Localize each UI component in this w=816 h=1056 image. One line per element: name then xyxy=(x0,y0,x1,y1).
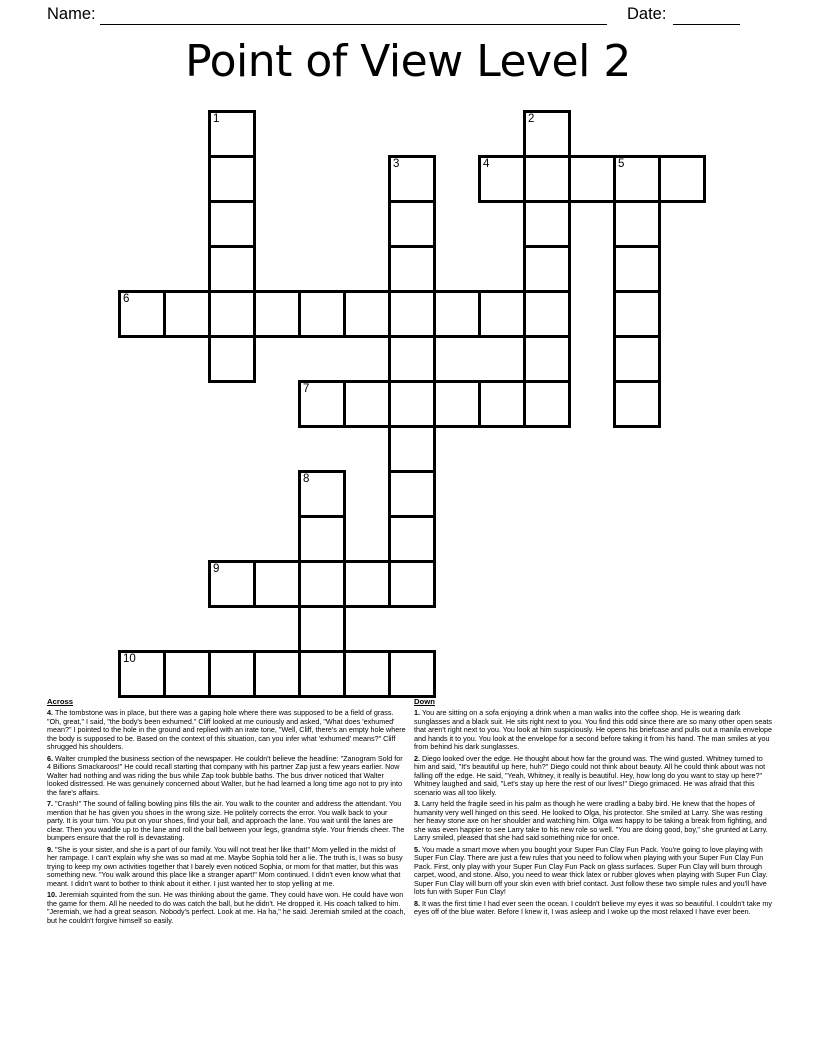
grid-cell-r12c5[interactable] xyxy=(343,650,391,698)
clue-across-7: 7. "Crash!" The sound of falling bowling pins fills the air. You walk to the counter and address the attendant. You mention that he has given you shoes in the wrong size. He politely corrects the error. You walk back to your party. It is your turn. You put on your shoes, find your ball, and approach the lane. You wait until the lanes are clear. Then you waddle up to the lane and roll the ball between your legs, grandma style. Your friends cheer. The bumpers ensure that the roll is devastating. xyxy=(47,799,405,842)
cell-number: 7 xyxy=(303,383,310,395)
grid-cell-r5c2[interactable] xyxy=(208,335,256,383)
cell-number: 6 xyxy=(123,293,130,305)
across-clues-list xyxy=(47,709,406,925)
grid-cell-r2c9[interactable] xyxy=(523,200,571,248)
cell-number: 10 xyxy=(123,653,136,665)
clue-number: 5. xyxy=(414,844,422,854)
clue-across-6: 6. Walter crumpled the business section of the newspaper. He couldn't believe the headline: "Zanogram Sold for 4 Billions Smackaroos!" He could recall starting that company with his partner Zap just a few years earlier. Now Walter had nothing and was riding the bus while Zap took bubble baths. The bus driver noticed that Walter looked distressed. He was genuinely concerned about Walter, but he had learned a long time ago not to pry into the fare's affairs. xyxy=(47,753,403,797)
clue-number: 3. xyxy=(414,799,422,808)
cell-number: 8 xyxy=(303,473,310,485)
clue-number: 1. xyxy=(414,708,422,717)
clue-number: 2. xyxy=(414,753,422,763)
cell-number: 9 xyxy=(213,563,220,575)
grid-cell-r10c6[interactable] xyxy=(388,560,436,608)
grid-cell-r6c9[interactable] xyxy=(523,380,571,428)
grid-cell-r6c4[interactable] xyxy=(298,380,346,428)
grid-cell-r6c7[interactable] xyxy=(433,380,481,428)
grid-cell-r4c9[interactable] xyxy=(523,290,571,338)
grid-cell-r1c12[interactable] xyxy=(658,155,706,203)
clue-down-3: 3. Larry held the fragile seed in his palm as though he were cradling a baby bird. He knew that the hopes of humanity very well hinged on this seed. He looked to Olga, his protector. She smiled at Larry. She was resting her heavy stone axe on her shoulder and watching him. Olga was happy to be taking a break from fighting, and she was even happier to see Larry take to his new role so well. "You are doing good, boy," she grunted at Larry. Larry smiled, pleased that she had said something nice for once. xyxy=(414,799,768,842)
grid-cell-r4c6[interactable] xyxy=(388,290,436,338)
grid-cell-r2c6[interactable] xyxy=(388,200,436,248)
across-heading: Across xyxy=(47,697,74,706)
grid-cell-r9c6[interactable] xyxy=(388,515,436,563)
grid-cell-r1c11[interactable] xyxy=(613,155,661,203)
grid-cell-r7c6[interactable] xyxy=(388,425,436,473)
clue-number: 9. xyxy=(47,844,55,854)
grid-cell-r12c0[interactable] xyxy=(118,650,166,698)
grid-cell-r3c9[interactable] xyxy=(523,245,571,293)
grid-cell-r2c2[interactable] xyxy=(208,200,256,248)
grid-cell-r2c11[interactable] xyxy=(613,200,661,248)
grid-cell-r5c6[interactable] xyxy=(388,335,436,383)
grid-cell-r6c8[interactable] xyxy=(478,380,526,428)
down-heading: Down xyxy=(414,697,435,706)
clue-down-1: 1. You are sitting on a sofa enjoying a drink when a man walks into the coffee shop. He is wearing dark sunglasses and a black suit. He sits right next to you. You find this odd since there are so many other open seats that aren't right next to you. You look at him suspiciously. He opens his briefcase and pulls out a manila envelope and hands it to you. You look at the envelope for a second before taking it from his hand. The man smiles at you from behind his dark sunglasses. xyxy=(414,708,773,751)
grid-cell-r11c4[interactable] xyxy=(298,605,346,653)
grid-cell-r4c1[interactable] xyxy=(163,290,211,338)
grid-cell-r4c8[interactable] xyxy=(478,290,526,338)
clue-number: 4. xyxy=(47,708,55,717)
grid-cell-r4c7[interactable] xyxy=(433,290,481,338)
grid-cell-r10c5[interactable] xyxy=(343,560,391,608)
crossword-grid xyxy=(118,110,758,700)
grid-cell-r3c6[interactable] xyxy=(388,245,436,293)
cell-number: 4 xyxy=(483,158,490,170)
grid-cell-r12c6[interactable] xyxy=(388,650,436,698)
cell-number: 3 xyxy=(393,158,400,170)
grid-cell-r1c2[interactable] xyxy=(208,155,256,203)
grid-cell-r1c6[interactable] xyxy=(388,155,436,203)
grid-cell-r4c11[interactable] xyxy=(613,290,661,338)
down-clues-column xyxy=(414,697,773,920)
grid-cell-r10c2[interactable] xyxy=(208,560,256,608)
name-input-line[interactable] xyxy=(100,24,607,25)
date-label: Date: xyxy=(627,5,667,23)
down-clues-list xyxy=(414,709,773,917)
grid-cell-r10c3[interactable] xyxy=(253,560,301,608)
name-label: Name: xyxy=(47,5,96,23)
clue-number: 6. xyxy=(47,753,55,763)
grid-cell-r4c2[interactable] xyxy=(208,290,256,338)
clue-number: 10. xyxy=(47,890,59,899)
grid-cell-r4c5[interactable] xyxy=(343,290,391,338)
clue-across-10: 10. Jeremiah squinted from the sun. He was thinking about the game. They could have won. He could have won the game for them. All he needed to do was catch the ball, but he didn't. He dropped it. His coach talked to him. "Jeremiah, we had a great season. Nobody's perfect. Look at me. Ha ha," he said. Jeremiah smiled at the coach, but he couldn't forgive himself so easily. xyxy=(47,890,406,925)
date-input-line[interactable] xyxy=(673,24,740,25)
clue-down-2: 2. Diego looked over the edge. He thought about how far the ground was. The wind gusted. Whitney turned to him and said, "It's beautiful up here, huh?" Diego could not think about beauty. All he could think about was not falling off the edge. He said, "Yeah, Whitney, it really is beautiful. Hey, how long do you want to stay up here?" Whitney laughed and said, "Let's stay up here the rest of our lives!" Diego grimaced. He was afraid that this scenario was all too likely. xyxy=(414,753,766,797)
grid-cell-r8c4[interactable] xyxy=(298,470,346,518)
grid-cell-r1c9[interactable] xyxy=(523,155,571,203)
clue-across-9: 9. "She is your sister, and she is a part of our family. You will not treat her like that!" Mom yelled in the midst of her rampage. I can't explain why she was so mad at me. Maybe Sophia told her a lie. The truth is, I was so busy trying to keep my own activities together that I barely even noticed Sophia, or mom for that matter, but this was something new. "You walk around this place like a stranger apart!" Mom continued. I didn't even know what that meant. I didn't want to bother to think about it either. I just wanted her to stop yelling at me. xyxy=(47,844,403,888)
clue-number: 7. xyxy=(47,799,55,808)
clue-down-5: 5. You made a smart move when you bought your Super Fun Clay Fun Pack. You're going to love playing with Super Fun Clay. There are just a few rules that you need to follow when playing with your Super Fun Clay Fun Pack. First, only play with your Super Fun Clay Fun Pack on glass surfaces. Super Fun Clay will burn through carpet, wood, and stone. Also, you need to wear thick latex or rubber gloves when playing with Super Fun Clay. Super Fun Clay will burn off your skin even with brief contact. Just follow these two simple rules and you'll have lots fun with Super Fun Clay! xyxy=(414,844,768,896)
grid-cell-r12c1[interactable] xyxy=(163,650,211,698)
grid-cell-r4c0[interactable] xyxy=(118,290,166,338)
clue-down-8: 8. It was the first time I had ever seen the ocean. I couldn't believe my eyes it was so beautiful. I couldn't take my eyes off of the blue water. Before I knew it, I was asleep and I woke up the most relaxed I have ever been. xyxy=(414,898,772,916)
cell-number: 1 xyxy=(213,113,220,125)
grid-cell-r1c8[interactable] xyxy=(478,155,526,203)
grid-cell-r9c4[interactable] xyxy=(298,515,346,563)
clue-number: 8. xyxy=(414,898,422,908)
grid-cell-r3c11[interactable] xyxy=(613,245,661,293)
grid-cell-r6c11[interactable] xyxy=(613,380,661,428)
grid-cell-r12c4[interactable] xyxy=(298,650,346,698)
grid-cell-r6c6[interactable] xyxy=(388,380,436,428)
grid-cell-r0c2[interactable] xyxy=(208,110,256,158)
grid-cell-r3c2[interactable] xyxy=(208,245,256,293)
grid-cell-r4c3[interactable] xyxy=(253,290,301,338)
clue-across-4: 4. The tombstone was in place, but there was a gaping hole where there was supposed to be a field of grass. "Oh, great," I said, "the body's been exhumed." Cliff looked at me curiously and asked, "What does 'exhumed' mean?" I pointed to the hole in the ground and replied with an irate tone, "Well, Cliff, there's an empty hole where the body is supposed to be. Based on the context of this situation, can you infer what 'exhumed' means?" Cliff shrugged his shoulders. xyxy=(47,708,406,751)
grid-cell-r12c2[interactable] xyxy=(208,650,256,698)
grid-cell-r6c5[interactable] xyxy=(343,380,391,428)
grid-cell-r4c4[interactable] xyxy=(298,290,346,338)
cell-number: 5 xyxy=(618,158,625,170)
grid-cell-r8c6[interactable] xyxy=(388,470,436,518)
across-clues-column xyxy=(47,697,406,928)
grid-cell-r1c10[interactable] xyxy=(568,155,616,203)
grid-cell-r0c9[interactable] xyxy=(523,110,571,158)
grid-cell-r5c11[interactable] xyxy=(613,335,661,383)
grid-cell-r5c9[interactable] xyxy=(523,335,571,383)
cell-number: 2 xyxy=(528,113,535,125)
grid-cell-r12c3[interactable] xyxy=(253,650,301,698)
grid-cell-r10c4[interactable] xyxy=(298,560,346,608)
page-title: Point of View Level 2 xyxy=(185,36,631,87)
